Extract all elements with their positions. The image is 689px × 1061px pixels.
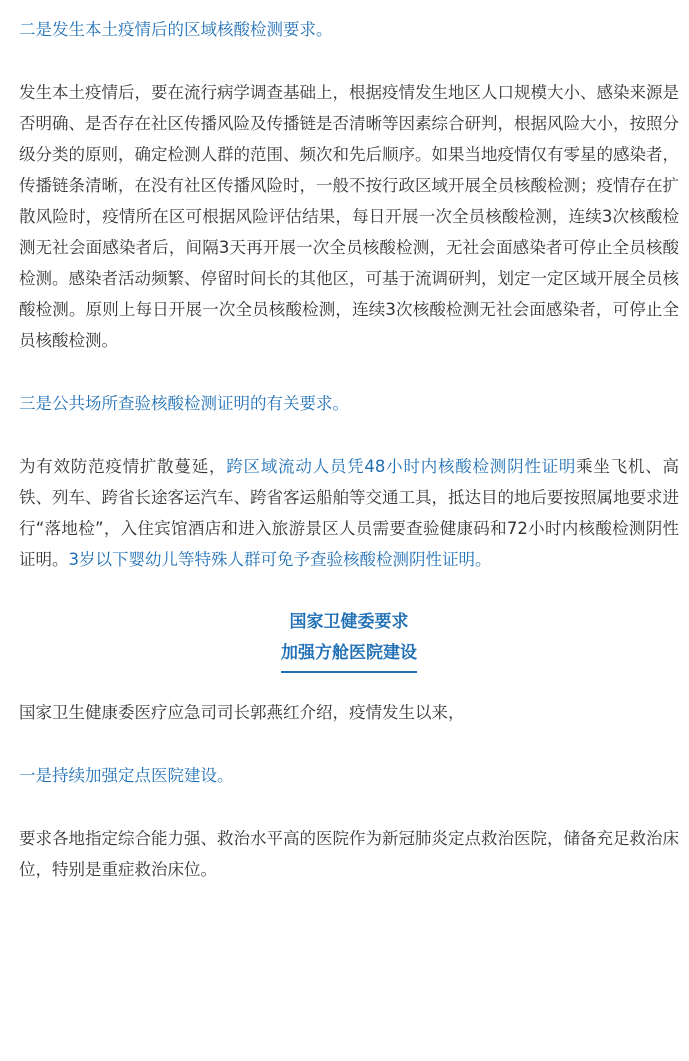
paragraph-intro: 国家卫生健康委医疗应急司司长郭燕红介绍，疫情发生以来，: [19, 703, 465, 722]
subheading-public-venues: 三是公共场所查验核酸检测证明的有关要求。: [19, 394, 349, 413]
paragraph-regional-testing: 发生本土疫情后，要在流行病学调查基础上，根据疫情发生地区人口规模大小、感染来源是否明确、是否存在社区传播风险及传播链是否清晰等因素综合研判，根据风险大小，按照分级分类的原则，确定检测人群的范围、频次和先后顺序。如果当地疫情仅有零星的感染者，传播链条清晰，在没有社区传播风险时，一般不按行政区域开展全员核酸检测；疫情存在扩散风险时，疫情所在区可根据风险评估结果，每日开展一次全员核酸检测，连续3次核酸检测无社会面感染者后，间隔3天再开展一次全员核酸检测，无社会面感染者可停止全员核酸检测。感染者活动频繁、停留时间长的其他区，可基于流调研判，划定一定区域开展全员核酸检测。原则上每日开展一次全员核酸检测，连续3次核酸检测无社会面感染者，可停止全员核酸检测。: [19, 83, 679, 350]
paragraph-public-venues: [19, 451, 679, 575]
paragraph-text: 乘坐飞机、高铁、列车、跨省长途客运汽车、跨省客运船舶等交通工具，抵达目的地后要按照属地要求进行“落地检”，入住宾馆酒店和进入旅游景区人员需要查验健康码和72小时内核酸检测阴性证明。: [19, 457, 680, 569]
section-title-line1: 国家卫健委要求: [289, 612, 409, 632]
paragraph-text: 为有效防范疫情扩散蔓延，: [19, 457, 227, 476]
section-title-line2: 加强方舱医院建设: [281, 638, 417, 673]
highlight-text: 3岁以下婴幼儿等特殊人群可免予查验核酸检测阴性证明。: [68, 550, 492, 569]
subheading-designated-hospitals: 一是持续加强定点医院建设。: [19, 766, 234, 785]
section-title: [19, 607, 679, 673]
subheading-regional-testing: 二是发生本土疫情后的区域核酸检测要求。: [19, 20, 333, 39]
highlight-text: 跨区域流动人员凭48小时内核酸检测阴性证明: [226, 457, 577, 476]
paragraph-designated-hospitals: 要求各地指定综合能力强、救治水平高的医院作为新冠肺炎定点救治医院，储备充足救治床位，特别是重症救治床位。: [19, 829, 679, 879]
